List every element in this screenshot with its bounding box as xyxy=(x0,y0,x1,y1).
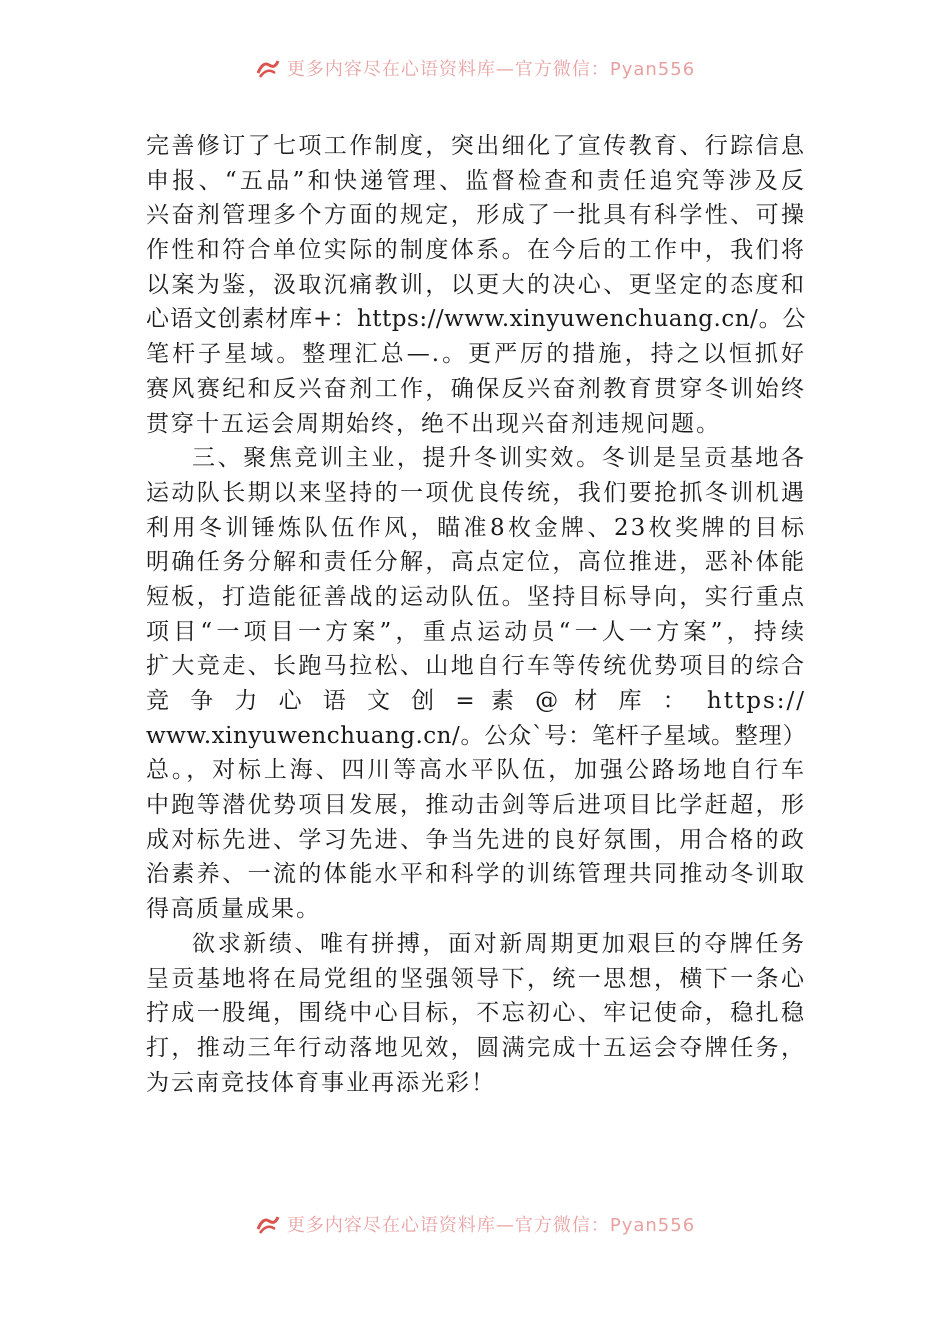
logo-icon xyxy=(255,57,281,79)
text-line: 扩大竞走、长跑马拉松、山地自行车等传统优势项目的综合 xyxy=(146,653,806,680)
paragraph-2 xyxy=(146,441,806,927)
text-line: www.xinyuwenchuang.cn/。公众`号：笔杆子星域。整理） xyxy=(146,722,806,749)
text-line: 总。，对标上海、四川等高水平队伍，加强公路场地自行车 xyxy=(146,757,806,784)
text-line: 笔杆子星域。整理汇总—.。更严厉的措施，持之以恒抓好 xyxy=(146,341,806,368)
text-line: 运动队长期以来坚持的一项优良传统，我们要抢抓冬训机遇 xyxy=(146,479,806,506)
text-line: 打，推动三年行动落地见效，圆满完成十五运会夺牌任务， xyxy=(146,1034,806,1061)
text-line: 完善修订了七项工作制度，突出细化了宣传教育、行踪信息 xyxy=(146,133,806,159)
text-line: 赛风赛纪和反兴奋剂工作，确保反兴奋剂教育贯穿冬训始终 xyxy=(146,375,806,402)
text-line: 中跑等潜优势项目发展，推动击剑等后进项目比学赶超，形 xyxy=(146,792,806,819)
header-watermark xyxy=(0,48,950,88)
paragraph-1 xyxy=(146,129,806,441)
text-line: 三、聚焦竞训主业，提升冬训实效。冬训是呈贡基地各 xyxy=(192,445,806,472)
text-line: 成对标先进、学习先进、争当先进的良好氛围，用合格的政 xyxy=(146,826,806,853)
text-line: 以案为鉴，汲取沉痛教训，以更大的决心、更坚定的态度和 xyxy=(146,271,806,298)
text-line: 得高质量成果。 xyxy=(146,896,321,923)
paragraph-3 xyxy=(146,927,806,1100)
watermark-text: 更多内容尽在心语资料库—官方微信：Pyan556 xyxy=(286,59,696,80)
text-line: 欲求新绩、唯有拼搏，面对新周期更加艰巨的夺牌任务 xyxy=(192,930,806,957)
text-line: 申报、“五品”和快递管理、监督检查和责任追究等涉及反 xyxy=(146,167,806,194)
text-line: 治素养、一流的体能水平和科学的训练管理共同推动冬训取 xyxy=(146,861,806,888)
text-line: 项目“一项目一方案”，重点运动员“一人一方案”，持续 xyxy=(146,618,806,645)
logo-icon xyxy=(255,1213,281,1235)
footer-watermark xyxy=(0,1204,950,1244)
text-line: 竞 争 力 心 语 文 创 = 素 @ 材 库 ： https:// xyxy=(146,688,806,714)
text-line: 贯穿十五运会周期始终，绝不出现兴奋剂违规问题。 xyxy=(146,410,721,437)
text-line: 呈贡基地将在局党组的坚强领导下，统一思想，横下一条心 xyxy=(146,965,806,992)
text-line: 兴奋剂管理多个方面的规定，形成了一批具有科学性、可操 xyxy=(146,202,806,229)
text-line: 作性和符合单位实际的制度体系。在今后的工作中，我们将 xyxy=(146,237,806,264)
text-line: 心语文创素材库+：https://www.xinyuwenchuang.cn/。公 xyxy=(146,306,806,333)
watermark-text: 更多内容尽在心语资料库—官方微信：Pyan556 xyxy=(286,1215,696,1236)
text-line: 明确任务分解和责任分解，高点定位，高位推进，恶补体能 xyxy=(146,549,806,576)
document-body xyxy=(146,129,806,1100)
text-line: 短板，打造能征善战的运动队伍。坚持目标导向，实行重点 xyxy=(146,583,806,610)
text-line: 利用冬训锤炼队伍作风，瞄准8枚金牌、23枚奖牌的目标 xyxy=(146,514,806,541)
text-line: 为云南竞技体育事业再添光彩！ xyxy=(146,1069,496,1096)
text-line: 拧成一股绳，围绕中心目标，不忘初心、牢记使命，稳扎稳 xyxy=(146,1000,806,1027)
